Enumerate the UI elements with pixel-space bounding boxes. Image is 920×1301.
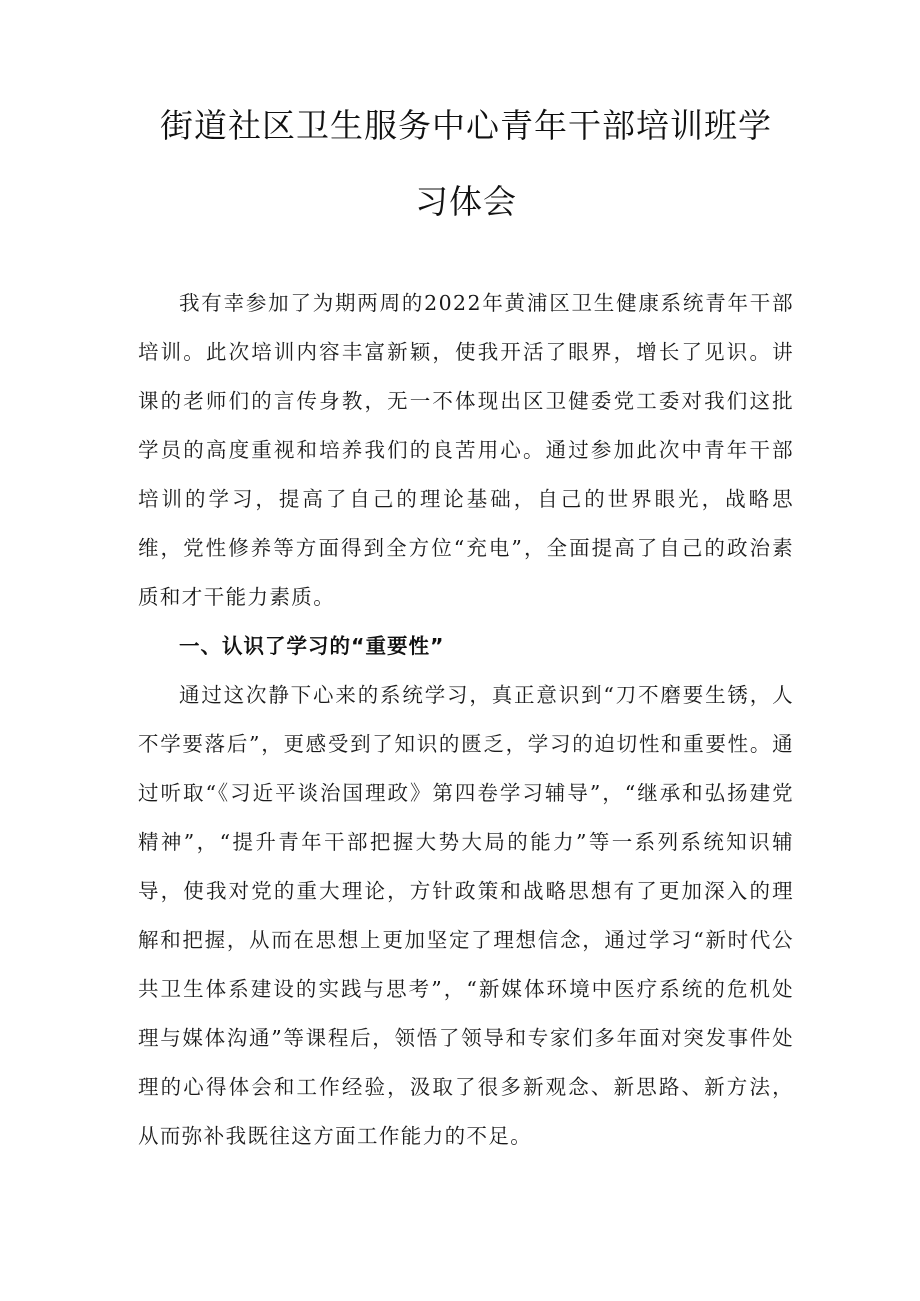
document-title-line-2: 习体会: [415, 182, 517, 221]
section-1-paragraph: 通过这次静下心来的系统学习，真正意识到“刀不磨要生锈，人不学要落后”，更感受到了知识的匮乏，学习的迫切性和重要性。通过听取“《习近平谈治国理政》第四卷学习辅导”，“继承和弘扬建党精神”，“提升青年干部把握大势大局的能力”等一系列系统知识辅导，使我对党的重大理论，方针政策和战略思想有了更加深入的理解和把握，从而在思想上更加坚定了理想信念，通过学习“新时代公共卫生体系建设的实践与思考”，“新媒体环境中医疗系统的危机处理与媒体沟通”等课程后，领悟了领导和专家们多年面对突发事件处理的心得体会和工作经验，汲取了很多新观念、新思路、新方法，从而弥补我既往这方面工作能力的不足。: [138, 683, 794, 1148]
section-1-heading: 一、认识了学习的“重要性”: [179, 634, 445, 658]
document-body: [138, 279, 794, 1161]
document-title-line-1: 街道社区卫生服务中心青年干部培训班学: [160, 106, 772, 145]
intro-paragraph: 我有幸参加了为期两周的2022年黄浦区卫生健康系统青年干部培训。此次培训内容丰富新颖，使我开活了眼界，增长了见识。讲课的老师们的言传身教，无一不体现出区卫健委党工委对我们这批学员的高度重视和培养我们的良苦用心。通过参加此次中青年干部培训的学习，提高了自己的理论基础，自己的世界眼光，战略思维，党性修养等方面得到全方位“充电”，全面提高了自己的政治素质和才干能力素质。: [138, 291, 794, 609]
